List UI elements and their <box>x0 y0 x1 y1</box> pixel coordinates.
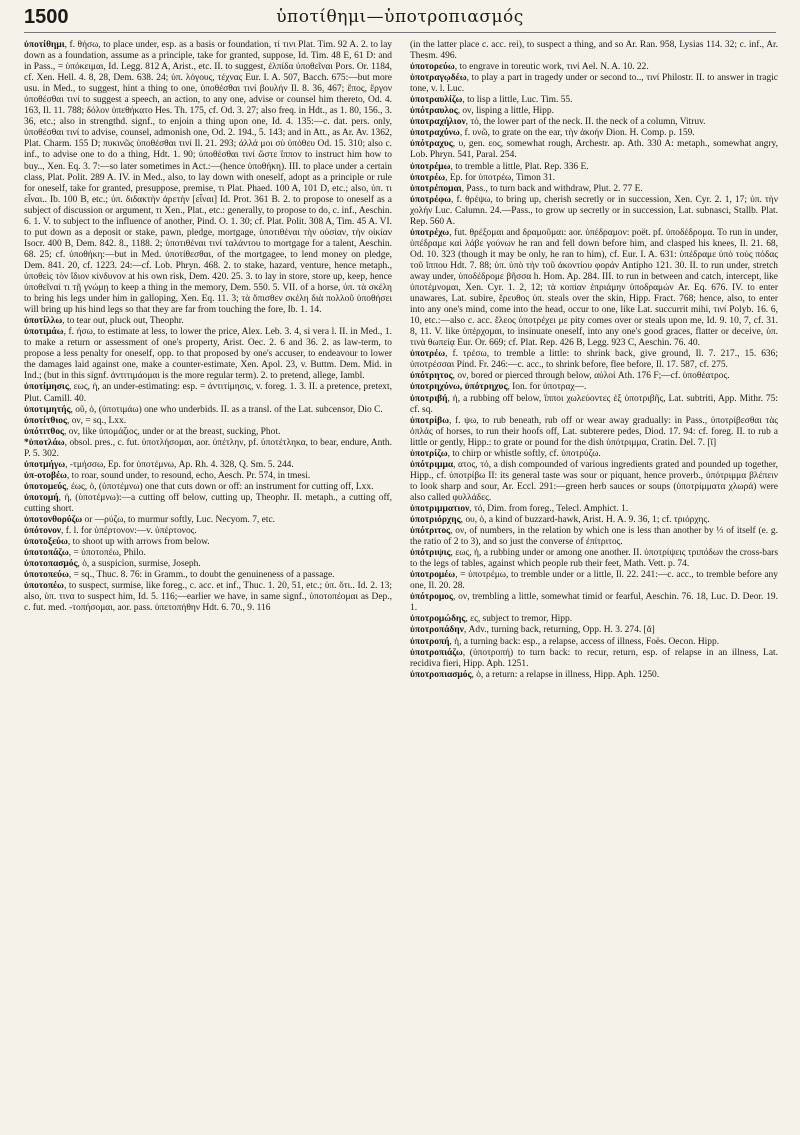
entry-headword: ὑποτροπάδην <box>410 625 464 636</box>
entry-headword: ὑποτονθορύζω <box>24 515 83 526</box>
right-column <box>410 40 778 1127</box>
dictionary-entry <box>410 371 778 382</box>
dictionary-entry <box>410 139 778 161</box>
entry-definition: , ον, = sq., Lxx. <box>66 415 127 426</box>
entry-definition: , to engrave in toreutic work, τινί Ael. N. A. 10. 22. <box>454 62 649 73</box>
entry-definition: , to lisp a little, Luc. Tim. 55. <box>462 95 573 106</box>
dictionary-entry <box>24 416 392 427</box>
entry-definition: , f. θήσω, to place under, esp. as a basis or foundation, τί τινι Plat. Tim. 92 A. 2. to lay down as a foundation, assume as a principle, take for granted, suppose, Id. Tim. 48 E, 61 D: and in Pass., = ὑπόκειμαι, Id. Legg. 812 A, Arist., etc. II. to suggest, ἐλπίδα ὑποθεῖναι Pors. Or. 1184, cf. Xen. Hell. 4. 8, 28, Dem. 638. 24; ὑπ. λόγους, τέχνας Eur. I. A. 507, Bacch. 675:—but more usu. in Med., to suggest, hint a thing to one, ὑποθέσθαι τινί βουλήν Il. 8. 36, 467; ἔπος, ἔργον ὑποθέσθαι τινί to suggest a speech, an action, to any one, advise or counsel him thereto, Od. 4. 163, Il. 11. 788; δόλον ὑπεθήκατο Hes. Th. 175, cf. Od. 3. 27; also freq. in Hdt., as 1. 80, 156., 3. 36, etc.; also in strengthd. signf., to enjoin a thing upon one, Id. 4. 135:—c. dat. pers. only, ὑποθέσθαι τινί to advise, counsel, admonish one, Od. 2. 194., 5. 143; and in Att., as Ar. Av. 1362, Plat. Charm. 155 D; πυκινῶς ὑποθέσθαι τινί Il. 21. 293; ἀλλά μοι σὺ ὑπόθευ Od. 15. 310; also c. inf., to advise one to do a thing, Hdt. 1. 90; ὑποθέσθαι τινί ὥστε ἵππον to instruct him how to buy.., Xen. Eq. 3. 7:—so later sometimes in Act.:—(hence ὑποθήκη). III. to place under a certain class, Plat. Polit. 289 A. IV. in Med., also, to lay down with oneself, adopt as a principle or rule for oneself, take for granted, presuppose, premise, τι Plat. Phaed. 100 A, 101 D, etc.; also, ὑπ. τι εἶναι.. Ib. 100 B, etc.; ὑπ. διδακτὴν ἀρετὴν [εἶναι] Id. Prot. 361 B. 2. to propose to oneself as a subject of discussion or argument, τι Xen., Plat., etc.: generally, to propose to do, c. inf., Aeschin. 6. 1. V. to subject to the influence of another, Pind. O. 1. 30; cf. Plat. Polit. 308 A, Tim. 45 A. VI. to put down as a deposit or stake, pawn, pledge, mortgage, ὑποτιθέναι τὴν οὐσίαν, τὴν οἰκίαν Isocr. 400 B, Dem. 842. 8., 1188. 2; ὑποτιθέναι τινί ταλάντου to mortgage for a talent, Aeschin. 68. 25; cf. ὑποθήκη:—but in Med. ὑποτίθεσθαι, of the mortgagee, to lend money on pledge, Dem. 841. 20, cf. 1223. 24:—cf. Lob. Phryn. 468. 2. to stake, hazard, venture, hence metaph., ὑποθεὶς τὸν ἴδιον κίνδυνον at his own risk, Dem. 420. 25. 3. to lay in store, store up, keep, hence ὑποθεῖναί τι τῇ γνώμῃ to keep a thing in the memory, Dem. 550. 5. VII. of a horse, ὑπ. τὰ σκέλη to bring his legs under him in galloping, Xen. Eq. 11. 3; τὰ ὄπισθεν σκέλη διὰ πολλοῦ ὑποθήσει will bring up his hind legs so that they are far from touching the fore, Ib. 1. 14. <box>24 40 392 316</box>
entry-definition: , -τμήσσω, Ep. for ὑποτέμνω, Ap. Rh. 4. 328, Q. Sm. 5. 244. <box>65 459 294 470</box>
entry-headword: *ὑποτλάω <box>24 437 65 448</box>
dictionary-entry <box>24 493 392 515</box>
entry-definition: , Ion. for ὑποτραχ—. <box>507 382 587 393</box>
entry-definition: , ες, subject to tremor, Hipp. <box>465 614 573 625</box>
entry-definition: , οῦ, ὁ, (ὑποτιμάω) one who underbids. II. as a transl. of the Lat. subcensor, Dio C. <box>70 404 383 415</box>
entry-definition: , f. l. for ὑπέρτονον:—v. ὑπέρτονος. <box>61 526 197 537</box>
entry-headword: ὑπότρομος <box>410 592 453 603</box>
entry-headword: ὑποτριβή <box>410 393 448 404</box>
entry-headword: ὑποτριόρχης <box>410 515 461 526</box>
dictionary-entry <box>410 162 778 173</box>
entry-definition: , to play a part in tragedy under or second to.., τινί Philostr. II. to answer in tragic tone, v. l. Luc. <box>410 73 778 95</box>
entry-headword: ὑπότονον <box>24 526 62 537</box>
entry-definition: , τό, Dim. from foreg., Telecl. Amphict. 1. <box>469 503 629 514</box>
entry-headword: ὑπότιτθος <box>24 426 65 437</box>
dictionary-entry <box>410 394 778 416</box>
entry-headword: ὑποτίμησις <box>24 382 69 393</box>
entry-definition: , obsol. pres., c. fut. ὑποτλήσομαι, aor. ὑπέτλην, pf. ὑποτέτληκα, to bear, endure, Anth. P. 5. 302. <box>24 437 392 459</box>
entry-headword: ὑπότρητος <box>410 371 453 382</box>
entry-headword: ὑπ-οτοβέω <box>24 470 67 481</box>
entry-definition: , ατος, τό, a dish compounded of various ingredients grated and pounded up together, Hipp., cf. ὑποτρίβω II: its general taste was sour or piquant, hence proverb., ὑπότριμμα βλέπειν to look sharp and sour, Ar. Eccl. 291:—green herb sauces or soups (ὑποτρίμματα χλωρά) were also called φυλλάδες. <box>410 459 778 503</box>
entry-headword: ὑποτιμητής <box>24 404 71 415</box>
entry-headword: ὑποτρέπομαι <box>410 183 462 194</box>
dictionary-entry <box>410 349 778 371</box>
page-header <box>24 6 776 33</box>
entry-headword: ὑποτροπιάζω <box>410 647 463 658</box>
entry-definition: , to roar, sound under, to resound, echo, Aesch. Pr. 574, in tmesi. <box>66 470 311 481</box>
entry-definition: , ἡ, a turning back: esp., a relapse, access of illness, Foës. Oecon. Hipp. <box>449 636 720 647</box>
dictionary-entry <box>410 625 778 636</box>
entry-headword: ὑποτοπάζω <box>24 548 69 559</box>
entry-headword: ὑποτίτθιος <box>24 415 67 426</box>
entry-definition: or —ρύζω, to murmur softly, Luc. Necyom. 7, etc. <box>82 515 275 526</box>
entry-headword: ὑποτίθημι <box>24 40 65 50</box>
running-headword: ὑποτίθημι—ὑποτροπιασμός <box>276 7 524 27</box>
dictionary-entry <box>410 670 778 681</box>
dictionary-entry <box>410 648 778 670</box>
entry-headword: ὑποτορεύω <box>410 62 455 73</box>
dictionary-entry <box>410 382 778 393</box>
entry-definition: , to tremble a little, Plat. Rep. 336 E. <box>450 161 589 172</box>
dictionary-entry <box>24 537 392 548</box>
entry-definition: , τό, the lower part of the neck. II. the neck of a column, Vitruv. <box>465 117 706 128</box>
dictionary-entry <box>410 592 778 614</box>
dictionary-entry <box>24 526 392 537</box>
entry-headword: ὑποτομεύς <box>24 481 67 492</box>
entry-definition: , f. θρέψω, to bring up, cherish secretly or in succession, Xen. Cyr. 2. 1, 17; ὑπ. τὴν χολήν Luc. Calumn. 24.—Pass., to grow up secretly or in succession, Lat. subnasci, Stallb. Plat. Rep. 560 A. <box>410 194 778 227</box>
entry-definition: , ὁ, a return: a relapse in illness, Hipp. Aph. 1250. <box>471 669 660 680</box>
entry-headword: ὑποτροπιασμός <box>410 669 472 680</box>
dictionary-entry <box>24 548 392 559</box>
entry-definition: , εως, ἡ, a rubbing under or among one another. II. ὑποτρίψεις τριπόδων the cross-bars to the legs of tables, against which people rub their feet, Math. Vett. p. 74. <box>410 548 778 570</box>
entry-headword: ὑποτμήγω <box>24 459 66 470</box>
entry-headword: ὑπότραχυς <box>410 139 453 150</box>
dictionary-entry <box>24 427 392 438</box>
dictionary-entry <box>410 128 778 139</box>
entry-headword: ὑποτροπή <box>410 636 450 647</box>
entry-headword: ὑποτοπέω <box>24 581 64 592</box>
entry-headword: ὑποτοξεύω <box>24 537 68 548</box>
dictionary-entry <box>410 460 778 504</box>
dictionary-entry <box>24 382 392 404</box>
dictionary-entry <box>410 184 778 195</box>
entry-headword: ὑποτίλλω <box>24 316 63 327</box>
entry-definition: , υ, gen. εος, somewhat rough, Archestr. ap. Ath. 330 A: metaph., somewhat angry, Lob. Phryn. 541, Paral. 254. <box>410 139 778 161</box>
entry-definition: , to suspect, surmise, like foreg., c. acc. et inf., Thuc. 1. 20, 51, etc.; ὑπ. ὅτι.. Id. 2. 13; also, ὑπ. τινα to suspect him, Id. 5. 116;—earlier we have, in same signf., ὑποτοπέομαι as Dep., c. fut. med. -τοπήσομαι, aor. pass. ὑπετοπήθην Hdt. 6. 70., 9. 116 <box>24 581 392 614</box>
dictionary-entry <box>24 482 392 493</box>
entry-definition: , to shoot up with arrows from below. <box>67 537 210 548</box>
entry-definition: , Adv., turning back, returning, Opp. H. 3. 274. [ᾰ] <box>463 625 655 636</box>
dictionary-entry <box>410 228 778 350</box>
entry-definition: , ὁ, a suspicion, surmise, Joseph. <box>77 559 201 570</box>
left-column <box>24 40 392 1127</box>
dictionary-entry <box>410 62 778 73</box>
dictionary-entry <box>410 614 778 625</box>
entry-definition: , ου, ὁ, a kind of buzzard-hawk, Arist. H. A. 9. 36, 1; cf. τριόρχης. <box>460 515 710 526</box>
entry-headword: ὑποτραυλίζω <box>410 95 463 106</box>
entry-definition: , έως, ὁ, (ὑποτέμνω) one that cuts down or off: an instrument for cutting off, Lxx. <box>66 481 374 492</box>
entry-headword: ὑποτρέχω <box>410 227 450 238</box>
page-number: 1500 <box>24 6 69 28</box>
entry-headword: ὑπότριτος <box>410 526 451 537</box>
entry-definition: , εως, ἡ, an under-estimating: esp. = ἀντιτίμησις, v. foreg. 1. 3. II. a pretence, pretext, Plut. Camill. 40. <box>24 382 392 404</box>
entry-definition: , f. ψω, to rub beneath, rub off or wear away gradually: in Pass., ὑποτρίβεσθαι τὰς ὁπλάς of horses, to run their hoofs off, Lat. subterere pedes, Diod. 17. 94: cf. foreg. II. to rub a little or gently, Hipp.: to grate or pound for the dish ὑπότριμμα, Cratin. Del. 7. [ῐ] <box>410 415 778 448</box>
dictionary-entry <box>410 570 778 592</box>
dictionary-entry <box>24 581 392 614</box>
dictionary-entry <box>410 106 778 117</box>
dictionary-entry <box>410 504 778 515</box>
entry-headword: ὑποτρίβω <box>410 415 449 426</box>
entry-definition: , ἡ, a rubbing off below, ἵπποι χωλεύοντες ἐξ ὑποτριβῆς, Lat. subtriti, App. Mithr. 75: cf. sq. <box>410 393 778 415</box>
entry-definition: , f. υνῶ, to grate on the ear, τὴν ἀκοήν Dion. H. Comp. p. 159. <box>459 128 695 139</box>
entry-headword: ὑποτρέω <box>410 349 446 360</box>
dictionary-entry <box>410 173 778 184</box>
entry-headword: ὑποτρέφω <box>410 194 452 205</box>
dictionary-entry <box>24 515 392 526</box>
entry-definition: , ἡ, (ὑποτέμνω):—a cutting off below, cutting up, Theophr. II. metaph., a cutting off, cutting short. <box>24 492 392 514</box>
dictionary-entry <box>410 117 778 128</box>
entry-headword: ὑποτομή <box>24 492 59 503</box>
entry-headword: ὑποτραγῳδέω <box>410 73 467 84</box>
entry-headword: ὑποτραχήλιον <box>410 117 466 128</box>
entry-definition: , f. τρέσω, to tremble a little: to shrink back, give ground, Il. 7. 217., 15. 636; ὑποτρέσσαι Pind. Fr. 246:—c. acc., to shrink before, flee before, Il. 17. 587, cf. 275. <box>410 349 778 371</box>
text-columns <box>24 40 778 1127</box>
entry-definition: , to chirp or whistle softly, cf. ὑποτρύζω. <box>447 448 601 459</box>
dictionary-entry <box>24 460 392 471</box>
entry-headword: ὑπότριψις <box>410 548 451 559</box>
entry-definition: , fut. θρέξομαι and δραμοῦμαι: aor. ὑπέδραμον: poët. pf. ὑποδέδρομα. To run in under, ὑπέδραμε καὶ λάβε γούνων he ran and fell down before him, and clasped his knees, Il. 21. 68, Od. 10. 323 (though it may be only, he ran to him), cf. Eur. I. A. 631: ὑπέδραμε ὑπὸ τοὺς πόδας τοῦ ἵππου Hdt. 7. 88; ὑπ. ὑπὸ τὴν τοῦ ἀκοντίου φοράν Antipho 121. 30. II. to run under, stretch away under, ὑποδέδρομε βῆσσα h. Hom. Ap. 284. III. to run in between and catch, intercept, like ὑποτέμνομαι, Xen. Cyr. 1. 2, 12; τὰ κοπίαν ἐπριάμην ὑποδραμών Ar. Eq. 676. IV. to enter unawares, Lat. subire, ἔρευθος ὑπ. steals over the skin, Hipp. Fract. 768; hence, also, to enter into any one's mind, come into the head, occur to one, like Lat. succurrit mihi, τινί Polyb. 16. 6, 10, etc.:—also c. acc. ἔλεος ὑποτρέχει με pity comes over or steals upon me, Id. 9. 10, 7, cf. 31. 8, 11. V. like ὑπέρχομαι, to insinuate oneself, into any one's good graces, flatter or deceive, ὑπ. τινὰ θωπείᾳ Eur. Or. 669; cf. Plat. Rep. 426 B, Legg. 923 C, Aeschin. 76. 40. <box>410 227 778 349</box>
dictionary-entry <box>410 95 778 106</box>
dictionary-entry <box>410 637 778 648</box>
dictionary-entry <box>410 515 778 526</box>
entry-headword: ὑποτραχύνω <box>410 128 460 139</box>
dictionary-entry <box>410 449 778 460</box>
entry-headword: ὑποτοπασμός <box>24 559 78 570</box>
dictionary-entry <box>24 40 392 316</box>
dictionary-entry <box>24 405 392 416</box>
dictionary-entry <box>410 40 778 62</box>
entry-definition: , ον, of numbers, in the relation by which one is less than another by ⅓ of itself (e. g. the ratio of 2 to 3), and so just the converse of ἐπίτριτος. <box>410 526 778 548</box>
dictionary-entry <box>24 471 392 482</box>
dictionary-entry <box>410 73 778 95</box>
entry-headword: ὑποτρομέω <box>410 570 456 581</box>
dictionary-entry <box>24 327 392 382</box>
entry-headword: ὑπότριμμα <box>410 459 454 470</box>
entry-headword: ὑποτρέω <box>410 172 446 183</box>
entry-headword: ὑποτιμάω <box>24 327 64 338</box>
entry-headword: ὑποτρίζω <box>410 448 448 459</box>
entry-headword: ὑποτοπεύω <box>24 570 69 581</box>
entry-headword: ὑπότραυλος <box>410 106 458 117</box>
entry-definition: , to tear out, pluck out, Theophr. <box>62 316 184 327</box>
dictionary-entry <box>24 570 392 581</box>
entry-definition: , ον, like ὑπομάζιος, under or at the breast, sucking, Phot. <box>64 426 281 437</box>
entry-definition: , f. ήσω, to estimate at less, to lower the price, Alex. Leb. 3. 4, si vera l. II. in Med., 1. to make a return or assessment of one's property, Arist. Oec. 2. 6 and 36. 2. as law-term, to propose a less penalty for oneself, opp. to that proposed by one's accuser, to endeavour to lower the damages laid against one, make a counter-estimate, Xen. Apol. 23, v. Buttm. Dem. Mid. in Ind.; (but in this signf. ἀντιτιμάομαι is the more regular term). 2. to pretend, allege, Iambl. <box>24 327 392 382</box>
dictionary-entry <box>24 559 392 570</box>
entry-headword: ὑποτρηχύνω, ὑπότρηχυς <box>410 382 508 393</box>
entry-definition: , (ὑποτροπή) to turn back: to recur, return, esp. of relapse in an illness, Lat. recidiva fieri, Hipp. Aph. 1251. <box>410 647 778 669</box>
entry-definition: , = ὑποτρέμω, to tremble under or a little, Il. 22. 241:—c. acc., to tremble before any one, Il. 20. 28. <box>410 570 778 592</box>
dictionary-entry <box>410 526 778 548</box>
entry-headword: ὑποτρομώδης <box>410 614 466 625</box>
dictionary-entry <box>24 438 392 460</box>
entry-definition: , Pass., to turn back and withdraw, Plut. 2. 77 E. <box>461 183 643 194</box>
dictionary-entry <box>410 195 778 228</box>
entry-definition: , = sq., Thuc. 8. 76: in Gramm., to doubt the genuineness of a passage. <box>68 570 335 581</box>
entry-definition: , ον, trembling a little, somewhat timid or fearful, Aeschin. 76. 18, Luc. D. Deor. 19. 1. <box>410 592 778 614</box>
entry-headword: ὑποτρέμω <box>410 161 451 172</box>
entry-definition: (in the latter place c. acc. rei), to suspect a thing, and so Ar. Ran. 958, Lysias 114. 32; c. inf., Ar. Thesm. 496. <box>410 40 778 62</box>
entry-headword: ὑποτριμματιον <box>410 503 470 514</box>
entry-definition: , = ὑποτοπέω, Philo. <box>68 548 146 559</box>
dictionary-entry <box>24 316 392 327</box>
dictionary-entry <box>410 416 778 449</box>
entry-definition: , ον, lisping a little, Hipp. <box>457 106 554 117</box>
dictionary-entry <box>410 548 778 570</box>
entry-definition: , Ep. for ὑποτρέω, Timon 31. <box>445 172 555 183</box>
entry-definition: , ον, bored or pierced through below, αὐλοί Ath. 176 F;—cf. ὑποθέατρος. <box>452 371 730 382</box>
